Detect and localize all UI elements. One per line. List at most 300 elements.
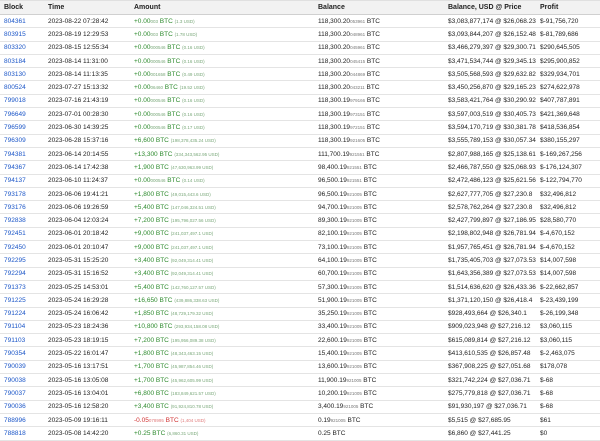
balance-cell	[314, 214, 444, 227]
block-cell	[0, 187, 44, 200]
block-link[interactable]: 792450	[4, 243, 26, 251]
balance-usd-cell: $275,779,818 @ $27,036.71	[444, 387, 536, 400]
block-cell	[0, 201, 44, 214]
balance-small-digits: 921005	[330, 417, 346, 423]
balance-cell	[314, 227, 444, 240]
amount-unit: BTC	[165, 70, 181, 78]
amount-unit: BTC	[154, 363, 169, 371]
balance-unit: BTC	[364, 150, 380, 158]
block-cell	[0, 347, 44, 360]
amount-value: +9,000	[134, 243, 155, 251]
time-cell: 2023-06-06 19:41:21	[44, 187, 130, 200]
block-link[interactable]: 794381	[4, 150, 26, 158]
balance-unit: BTC	[361, 256, 377, 264]
balance-value: 33,400.19	[318, 323, 347, 331]
balance-small-digits: 921005	[346, 297, 362, 303]
amount-value: +6,800	[134, 389, 155, 397]
table-row	[0, 387, 600, 400]
block-cell	[0, 161, 44, 174]
balance-cell	[314, 187, 444, 200]
amount-cell	[130, 267, 314, 280]
balance-value: 11,900.19	[318, 376, 347, 384]
amount-usd: (1,404 USD)	[180, 417, 206, 423]
table-row	[0, 307, 600, 320]
amount-usd: (241,037,497.1 USD)	[170, 244, 214, 250]
amount-usd: (241,037,497.1 USD)	[170, 231, 214, 237]
block-link[interactable]: 790037	[4, 389, 26, 397]
amount-unit: BTC	[154, 270, 169, 278]
amount-small-digits: 003	[150, 18, 158, 24]
amount-usd: (334,343,562.95 USD)	[174, 151, 220, 157]
block-link[interactable]: 791225	[4, 296, 26, 304]
amount-value: +0.00	[134, 70, 151, 78]
header-balance-usd[interactable]: Balance, USD @ Price	[444, 1, 536, 15]
amount-cell	[130, 187, 314, 200]
amount-usd: (19.52 USD)	[179, 85, 205, 91]
balance-cell	[314, 147, 444, 160]
balance-cell	[314, 307, 444, 320]
balance-cell	[314, 54, 444, 67]
balance-usd-cell: $367,908,225 @ $27,051.68	[444, 360, 536, 373]
balance-value: 51,900.19	[318, 296, 347, 304]
profit-cell: $32,496,812	[536, 201, 600, 214]
balance-value: 22,600.19	[318, 336, 347, 344]
balance-small-digits: 921005	[346, 191, 362, 197]
amount-cell	[130, 54, 314, 67]
header-balance[interactable]: Balance	[314, 1, 444, 15]
balance-cell	[314, 387, 444, 400]
table-row	[0, 241, 600, 254]
amount-usd: (195,796,027.56 USD)	[170, 218, 216, 224]
profit-cell: $32,496,812	[536, 187, 600, 200]
header-time[interactable]: Time	[44, 1, 130, 15]
balance-unit: BTC	[364, 84, 380, 92]
time-cell: 2023-07-27 15:13:32	[44, 81, 130, 94]
amount-cell	[130, 347, 314, 360]
time-cell: 2023-08-15 12:55:34	[44, 41, 130, 54]
block-cell	[0, 227, 44, 240]
time-cell: 2023-05-24 16:06:42	[44, 307, 130, 320]
balance-usd-cell: $1,735,405,703 @ $27,073.53	[444, 254, 536, 267]
time-cell: 2023-06-01 20:10:47	[44, 241, 130, 254]
profit-cell: $-68	[536, 374, 600, 387]
time-cell: 2023-05-31 15:16:52	[44, 267, 130, 280]
amount-cell	[130, 307, 314, 320]
balance-small-digits: 045415	[350, 58, 366, 64]
block-link[interactable]: 794367	[4, 163, 26, 171]
balance-unit: BTC	[361, 389, 377, 397]
balance-unit: BTC	[361, 243, 377, 251]
profit-cell: $290,645,505	[536, 41, 600, 54]
amount-small-digits: 06460	[150, 85, 163, 91]
amount-unit: BTC	[165, 110, 181, 118]
amount-cell	[130, 214, 314, 227]
balance-usd-cell: $2,807,988,165 @ $25,138.61	[444, 147, 536, 160]
block-link[interactable]: 790354	[4, 350, 26, 358]
block-cell	[0, 307, 44, 320]
balance-unit: BTC	[365, 44, 380, 52]
balance-unit: BTC	[361, 323, 377, 331]
block-cell	[0, 15, 44, 28]
block-link[interactable]: 803915	[4, 30, 26, 38]
amount-value: +0.00	[134, 124, 151, 132]
balance-unit: BTC	[365, 97, 380, 105]
block-cell	[0, 374, 44, 387]
block-link[interactable]: 803184	[4, 57, 26, 65]
balance-cell	[314, 81, 444, 94]
amount-value: +13,300	[134, 150, 158, 158]
amount-unit: BTC	[154, 389, 169, 397]
profit-cell: $-91,756,720	[536, 15, 600, 28]
time-cell: 2023-06-04 12:03:24	[44, 214, 130, 227]
block-link[interactable]: 791224	[4, 310, 26, 318]
block-cell	[0, 81, 44, 94]
balance-usd-cell: $1,514,636,620 @ $26,433.36	[444, 280, 536, 293]
balance-usd-cell: $413,610,535 @ $26,857.48	[444, 347, 536, 360]
block-link[interactable]: 796309	[4, 137, 26, 145]
block-link[interactable]: 788818	[4, 429, 26, 437]
block-link[interactable]: 793178	[4, 190, 26, 198]
balance-value: 3,400.19	[318, 403, 344, 411]
amount-value: +10,800	[134, 323, 158, 331]
block-link[interactable]: 804361	[4, 17, 26, 25]
amount-unit: BTC	[154, 350, 169, 358]
balance-small-digits: 921005	[346, 324, 362, 330]
amount-value: +1,800	[134, 190, 155, 198]
amount-unit: BTC	[157, 30, 173, 38]
amount-unit: BTC	[154, 283, 169, 291]
amount-value: +0.00	[134, 30, 151, 38]
balance-value: 118,300.19	[318, 137, 351, 145]
table-row	[0, 413, 600, 426]
profit-cell: $61	[536, 413, 600, 426]
amount-small-digits: 000546	[150, 111, 166, 117]
amount-unit: BTC	[165, 44, 181, 52]
block-link[interactable]: 791103	[4, 336, 26, 344]
amount-usd: (6,860.31 USD)	[167, 430, 199, 436]
amount-value: +0.00	[134, 84, 151, 92]
profit-cell: $-26,199,348	[536, 307, 600, 320]
block-link[interactable]: 790036	[4, 403, 26, 411]
profit-cell: $274,622,978	[536, 81, 600, 94]
balance-small-digits: 053961	[350, 18, 366, 24]
balance-unit: BTC	[361, 177, 377, 185]
balance-value: 0.25	[318, 429, 331, 437]
block-link[interactable]: 792295	[4, 256, 26, 264]
block-link[interactable]: 796649	[4, 110, 26, 118]
block-cell	[0, 294, 44, 307]
time-cell: 2023-08-19 12:29:53	[44, 28, 130, 41]
balance-cell	[314, 108, 444, 121]
balance-small-digits: 045961	[350, 45, 366, 51]
balance-cell	[314, 41, 444, 54]
block-cell	[0, 121, 44, 134]
profit-cell: $14,007,598	[536, 267, 600, 280]
balance-cell	[314, 294, 444, 307]
block-cell	[0, 280, 44, 293]
balance-value: 118,300.20	[318, 70, 351, 78]
amount-value: +7,200	[134, 217, 155, 225]
block-link[interactable]: 794137	[4, 177, 26, 185]
balance-unit: BTC	[361, 203, 377, 211]
amount-small-digits: 000546	[150, 58, 166, 64]
block-link[interactable]: 799018	[4, 97, 26, 105]
amount-cell	[130, 15, 314, 28]
table-row	[0, 161, 600, 174]
balance-small-digits: 921605	[350, 138, 366, 144]
amount-unit: BTC	[157, 17, 173, 25]
balance-value: 82,100.19	[318, 230, 347, 238]
block-link[interactable]: 791373	[4, 283, 26, 291]
balance-unit: BTC	[365, 30, 380, 38]
balance-small-digits: 979166	[350, 98, 366, 104]
balance-value: 0.19	[318, 416, 331, 424]
balance-unit: BTC	[365, 124, 380, 132]
balance-usd-cell: $3,450,256,870 @ $29,165.23	[444, 81, 536, 94]
profit-cell: $178,078	[536, 360, 600, 373]
block-cell	[0, 94, 44, 107]
time-cell: 2023-05-31 15:25:20	[44, 254, 130, 267]
balance-small-digits: 921551	[346, 178, 362, 184]
table-row	[0, 267, 600, 280]
table-row	[0, 400, 600, 413]
balance-value: 118,300.19	[318, 110, 351, 118]
profit-cell: $-68	[536, 387, 600, 400]
table-row	[0, 15, 600, 28]
balance-value: 118,300.20	[318, 44, 351, 52]
amount-small-digits: 003	[150, 31, 158, 37]
block-link[interactable]: 803320	[4, 44, 26, 52]
balance-value: 13,600.19	[318, 363, 347, 371]
block-cell	[0, 174, 44, 187]
balance-value: 73,100.19	[318, 243, 347, 251]
balance-unit: BTC	[365, 57, 380, 65]
balance-usd-cell: $3,594,170,719 @ $30,381.78	[444, 121, 536, 134]
block-link[interactable]: 796599	[4, 124, 26, 132]
amount-usd: (439,886,338.63 USD)	[174, 297, 220, 303]
time-cell: 2023-06-01 20:18:42	[44, 227, 130, 240]
amount-cell	[130, 334, 314, 347]
time-cell: 2023-05-09 19:16:11	[44, 413, 130, 426]
amount-unit: BTC	[154, 230, 169, 238]
amount-cell	[130, 134, 314, 147]
balance-usd-cell: $3,583,421,764 @ $30,290.92	[444, 94, 536, 107]
block-cell	[0, 41, 44, 54]
amount-value: +1,900	[134, 163, 155, 171]
block-link[interactable]: 803130	[4, 70, 26, 78]
amount-usd: (198,378,435.24 USD)	[170, 138, 216, 144]
balance-small-digits: 972151	[350, 125, 366, 131]
block-cell	[0, 413, 44, 426]
amount-value: +0.00	[134, 17, 151, 25]
amount-cell	[130, 147, 314, 160]
table-row	[0, 374, 600, 387]
amount-value: +1,800	[134, 350, 155, 358]
profit-cell: $-4,670,152	[536, 227, 600, 240]
balance-unit: BTC	[361, 376, 377, 384]
time-cell: 2023-08-14 11:13:35	[44, 68, 130, 81]
amount-cell	[130, 81, 314, 94]
balance-usd-cell: $3,555,789,153 @ $30,057.34	[444, 134, 536, 147]
amount-unit: BTC	[154, 376, 169, 384]
header-block[interactable]: Block	[0, 1, 44, 15]
amount-usd: (45,987,854.46 USD)	[170, 364, 214, 370]
balance-usd-cell: $3,466,279,397 @ $29,300.71	[444, 41, 536, 54]
balance-value: 60,700.19	[318, 270, 347, 278]
time-cell: 2023-08-14 11:31:00	[44, 54, 130, 67]
time-cell: 2023-06-14 20:14:55	[44, 147, 130, 160]
balance-cell	[314, 161, 444, 174]
balance-value: 96,500.19	[318, 190, 347, 198]
block-cell	[0, 68, 44, 81]
balance-usd-cell: $909,023,948 @ $27,216.12	[444, 320, 536, 333]
header-profit[interactable]: Profit	[536, 1, 600, 15]
balance-value: 35,250.19	[318, 310, 347, 318]
time-cell: 2023-07-16 21:43:19	[44, 94, 130, 107]
balance-usd-cell: $1,643,356,389 @ $27,073.53	[444, 267, 536, 280]
block-cell	[0, 241, 44, 254]
balance-small-digits: 921005	[346, 337, 362, 343]
amount-usd: (92,049,314.41 USD)	[170, 257, 214, 263]
balance-cell	[314, 254, 444, 267]
balance-cell	[314, 68, 444, 81]
amount-usd: (142,760,127.57 USD)	[170, 284, 216, 290]
balance-small-digits: 921005	[346, 244, 362, 250]
table-body	[0, 15, 600, 441]
balance-small-digits: 921005	[346, 364, 362, 370]
balance-unit: BTC	[330, 429, 346, 437]
amount-usd: (293,934,158.08 USD)	[174, 324, 220, 330]
profit-cell: $380,155,297	[536, 134, 600, 147]
block-link[interactable]: 792294	[4, 270, 26, 278]
amount-cell	[130, 121, 314, 134]
balance-cell	[314, 280, 444, 293]
balance-usd-cell: $2,427,799,897 @ $27,186.95	[444, 214, 536, 227]
time-cell: 2023-05-16 13:17:51	[44, 360, 130, 373]
balance-value: 64,100.19	[318, 256, 347, 264]
profit-cell: $-122,794,770	[536, 174, 600, 187]
balance-unit: BTC	[361, 350, 377, 358]
block-cell	[0, 214, 44, 227]
profit-cell: $-22,662,857	[536, 280, 600, 293]
table-row	[0, 54, 600, 67]
balance-small-digits: 043211	[350, 85, 365, 91]
balance-small-digits: 921005	[346, 377, 362, 383]
amount-usd: (0.16 USD)	[182, 111, 205, 117]
table-row	[0, 360, 600, 373]
amount-value: +1,700	[134, 363, 155, 371]
balance-cell	[314, 121, 444, 134]
balance-cell	[314, 28, 444, 41]
balance-small-digits: 921005	[346, 218, 362, 224]
profit-cell: $-169,267,256	[536, 147, 600, 160]
amount-value: +0.00	[134, 44, 151, 52]
balance-usd-cell: $928,493,664 @ $26,340.1	[444, 307, 536, 320]
table-row	[0, 294, 600, 307]
amount-usd: (47,630,963.99 USD)	[170, 164, 214, 170]
profit-cell: $14,007,598	[536, 254, 600, 267]
balance-cell	[314, 413, 444, 426]
balance-small-digits: 921551	[346, 164, 362, 170]
balance-usd-cell: $3,597,003,519 @ $30,405.73	[444, 108, 536, 121]
balance-unit: BTC	[361, 283, 377, 291]
balance-unit: BTC	[361, 310, 377, 318]
block-link[interactable]: 791104	[4, 323, 26, 331]
table-row	[0, 41, 600, 54]
table-row	[0, 134, 600, 147]
amount-unit: BTC	[154, 336, 169, 344]
amount-cell	[130, 241, 314, 254]
balance-cell	[314, 360, 444, 373]
amount-usd: (0.17 USD)	[182, 125, 205, 131]
amount-value: -0.05	[134, 416, 149, 424]
amount-value: +1,850	[134, 310, 155, 318]
amount-unit: BTC	[157, 323, 173, 331]
amount-value: +0.00	[134, 57, 151, 65]
balance-usd-cell: $615,089,814 @ $27,216.12	[444, 334, 536, 347]
balance-small-digits: 921005	[346, 257, 362, 263]
block-link[interactable]: 792451	[4, 230, 26, 238]
block-link[interactable]: 790038	[4, 376, 26, 384]
balance-usd-cell: $5,515 @ $27,685.95	[444, 413, 536, 426]
table-row	[0, 68, 600, 81]
balance-unit: BTC	[361, 190, 377, 198]
amount-value: +0.00	[134, 97, 151, 105]
amount-cell	[130, 201, 314, 214]
balance-small-digits: 921005	[346, 284, 362, 290]
block-link[interactable]: 792838	[4, 217, 26, 225]
amount-cell	[130, 320, 314, 333]
amount-unit: BTC	[154, 190, 169, 198]
amount-unit: BTC	[154, 137, 169, 145]
amount-usd: (1.3 USD)	[174, 18, 195, 24]
balance-value: 118,300.20	[318, 84, 351, 92]
time-cell: 2023-05-23 18:19:15	[44, 334, 130, 347]
block-cell	[0, 108, 44, 121]
time-cell: 2023-06-06 19:26:59	[44, 201, 130, 214]
profit-cell: $418,536,854	[536, 121, 600, 134]
balance-cell	[314, 267, 444, 280]
amount-unit: BTC	[154, 243, 169, 251]
amount-usd: (1.78 USD)	[174, 31, 198, 37]
amount-value: +5,400	[134, 203, 155, 211]
block-link[interactable]: 800524	[4, 84, 26, 92]
balance-unit: BTC	[365, 137, 380, 145]
profit-cell: $-4,670,152	[536, 241, 600, 254]
block-link[interactable]: 793176	[4, 203, 26, 211]
balance-unit: BTC	[361, 217, 377, 225]
balance-small-digits: 044869	[350, 71, 366, 77]
amount-usd: (49,015,443.6 USD)	[170, 191, 211, 197]
balance-small-digits: 921005	[346, 204, 362, 210]
block-link[interactable]: 788996	[4, 416, 26, 424]
amount-small-digits: 000546	[150, 125, 166, 131]
amount-unit: BTC	[165, 97, 181, 105]
table-row	[0, 201, 600, 214]
header-amount[interactable]: Amount	[130, 1, 314, 15]
amount-unit: BTC	[154, 310, 169, 318]
balance-small-digits: 921005	[346, 271, 362, 277]
balance-value: 118,300.20	[318, 30, 351, 38]
balance-usd-cell: $3,505,568,593 @ $29,632.82	[444, 68, 536, 81]
block-link[interactable]: 790039	[4, 363, 26, 371]
amount-cell	[130, 41, 314, 54]
balance-cell	[314, 400, 444, 413]
profit-cell: $28,580,770	[536, 214, 600, 227]
balance-value: 118,300.19	[318, 97, 351, 105]
balance-unit: BTC	[361, 270, 377, 278]
table-row	[0, 147, 600, 160]
